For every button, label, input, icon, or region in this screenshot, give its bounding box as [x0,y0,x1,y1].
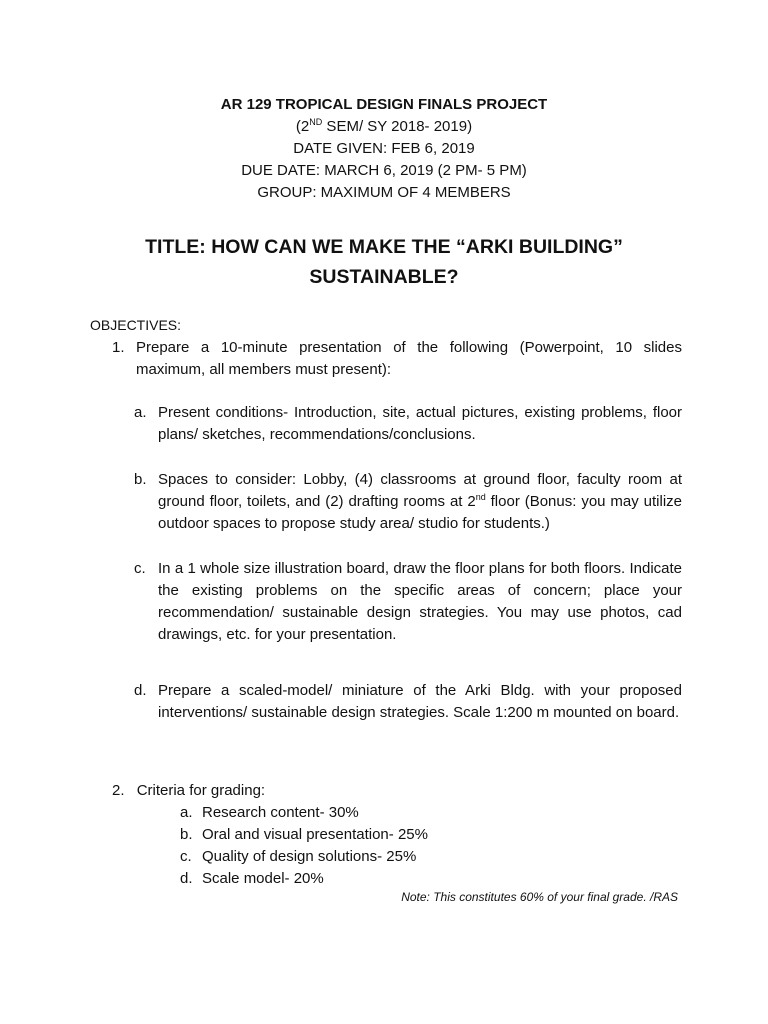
sub-item-b-text-post: floor (Bonus: you may utilize outdoor spaces to propose study area/ studio for students.) [158,493,682,532]
course-title: AR 129 TROPICAL DESIGN FINALS PROJECT [220,96,548,113]
objective-item-1 [112,337,682,381]
criteria-text: Quality of design solutions- 25% [202,848,417,865]
objective-number-1: 1. [112,339,125,356]
sub-item-c [134,558,682,646]
criteria-row [180,824,428,846]
objectives-label: OBJECTIVES: [90,317,182,333]
sub-item-b-letter: b. [134,471,147,488]
semester-open: (2 [295,118,310,135]
sub-item-b-text [158,469,682,535]
objective-text-2: Criteria for grading: [136,782,266,799]
document-header [0,94,768,204]
sub-item-d-letter: d. [134,682,147,699]
objective-number-2: 2. [112,782,125,799]
criteria-row [180,868,428,890]
sub-item-c-letter: c. [134,560,146,577]
sub-item-b [134,469,682,535]
objective-item-2 [112,780,265,802]
sub-item-d-text: Prepare a scaled-model/ miniature of the Arki Bldg. with your proposed interventions/ sustainable design strategies. Scale 1:200 m mounted on board. [158,682,682,721]
criteria-letter: c. [180,848,192,865]
criteria-letter: a. [180,804,193,821]
group-size: GROUP: MAXIMUM OF 4 MEMBERS [257,184,511,201]
project-title-line-2: SUSTAINABLE? [309,266,459,288]
criteria-letter: b. [180,826,193,843]
semester-superscript: ND [309,117,323,127]
sub-item-a-text: Present conditions- Introduction, site, actual pictures, existing problems, floor plans/ sketches, recommendations/conclusions. [158,404,682,443]
sub-item-b-superscript: nd [475,492,486,502]
criteria-text: Research content- 30% [202,804,359,821]
grade-note: Note: This constitutes 60% of your final grade. /RAS [401,890,678,904]
semester-line [0,116,768,138]
sub-item-d [134,680,682,724]
date-given: DATE GIVEN: FEB 6, 2019 [293,140,475,157]
semester-rest: SEM/ SY 2018- 2019) [322,118,473,135]
sub-item-c-text: In a 1 whole size illustration board, draw the floor plans for both floors. Indicate the existing problems on the specific areas of concern; place your recommendation/ sustainable design strategies. You may use photos, cad drawings, etc. for your presentation. [158,560,682,643]
grading-criteria-list [180,802,428,890]
criteria-letter: d. [180,870,193,887]
criteria-row [180,802,428,824]
project-title [0,232,768,292]
sub-item-a-letter: a. [134,404,147,421]
sub-item-b-text-pre: Spaces to consider: Lobby, (4) classrooms at ground floor, faculty room at ground floor, toilets, and (2) drafting rooms at 2 [158,471,682,510]
criteria-text: Scale model- 20% [202,870,324,887]
criteria-text: Oral and visual presentation- 25% [202,826,428,843]
objective-text-1: Prepare a 10-minute presentation of the following (Powerpoint, 10 slides maximum, all members must present): [136,339,682,378]
sub-item-a [134,402,682,446]
criteria-row [180,846,428,868]
project-title-line-1: TITLE: HOW CAN WE MAKE THE “ARKI BUILDING” [145,236,623,258]
due-date: DUE DATE: MARCH 6, 2019 (2 PM- 5 PM) [241,162,527,179]
